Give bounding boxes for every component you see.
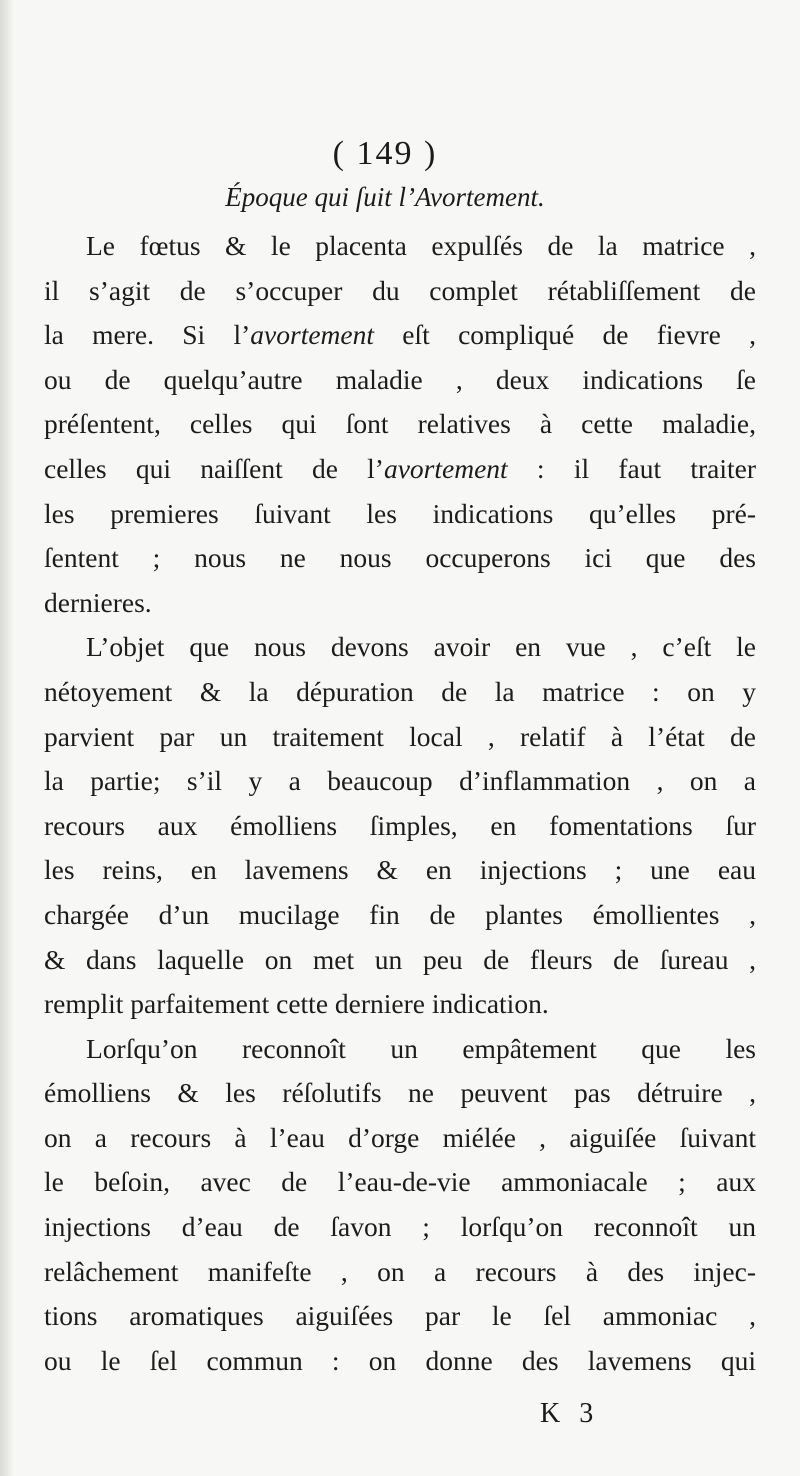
chapter-title: Époque qui ſuit l’Avortement. — [225, 182, 545, 212]
text-line: injections d’eau de ſavon ; lorſqu’on reconnoît un — [44, 1211, 756, 1243]
signature-mark: K 3 — [540, 1398, 600, 1429]
text-line: le beſoin, avec de l’eau-de-vie ammoniacale ; aux — [44, 1166, 756, 1198]
text-line: la mere. Si l’avortement eſt compliqué de fievre , — [44, 319, 756, 351]
text-line: L’objet que nous devons avoir en vue , c’eſt le — [86, 631, 756, 663]
page-number: ( 149 ) — [332, 135, 438, 172]
text-line: ou le ſel commun : on donne des lavemens qui — [44, 1344, 756, 1376]
text-line: remplit parfaitement cette derniere indication. — [44, 988, 549, 1020]
text-line: & dans laquelle on met un peu de fleurs de ſureau , — [44, 943, 756, 975]
page-edge-shadow — [0, 0, 14, 1476]
text-line: les premieres ſuivant les indications qu’elles pré- — [44, 497, 756, 529]
text-line: nétoyement & la dépuration de la matrice : on y — [44, 675, 756, 707]
text-line: recours aux émolliens ſimples, en fomentations ſur — [44, 809, 756, 841]
text-line: ou de quelqu’autre maladie , deux indications ſe — [44, 363, 756, 395]
text-line: dernieres. — [44, 586, 152, 618]
text-line: ſentent ; nous ne nous occuperons ici que des — [44, 542, 756, 574]
text-line: préſentent, celles qui ſont relatives à cette maladie, — [44, 408, 756, 440]
text-line: émolliens & les réſolutifs ne peuvent pas détruire , — [44, 1077, 756, 1109]
text-line: Lorſqu’on reconnoît un empâtement que les — [86, 1032, 756, 1064]
text-line: chargée d’un mucilage fin de plantes émollientes , — [44, 898, 756, 930]
text-line: celles qui naiſſent de l’avortement : il faut traiter — [44, 452, 756, 484]
text-line: on a recours à l’eau d’orge miélée , aiguiſée ſuivant — [44, 1121, 756, 1153]
text-line: Le fœtus & le placenta expulſés de la matrice , — [86, 230, 756, 261]
text-line: la partie; s’il y a beaucoup d’inflammation , on a — [44, 765, 756, 797]
text-line: les reins, en lavemens & en injections ; une eau — [44, 854, 756, 886]
text-line: relâchement manifeſte , on a recours à des injec- — [44, 1255, 756, 1287]
text-line: tions aromatiques aiguiſées par le ſel ammoniac , — [44, 1300, 756, 1332]
body-text — [44, 224, 756, 1383]
text-line: il s’agit de s’occuper du complet rétabliſſement de — [44, 274, 756, 306]
text-line: parvient par un traitement local , relatif à l’état de — [44, 720, 756, 752]
